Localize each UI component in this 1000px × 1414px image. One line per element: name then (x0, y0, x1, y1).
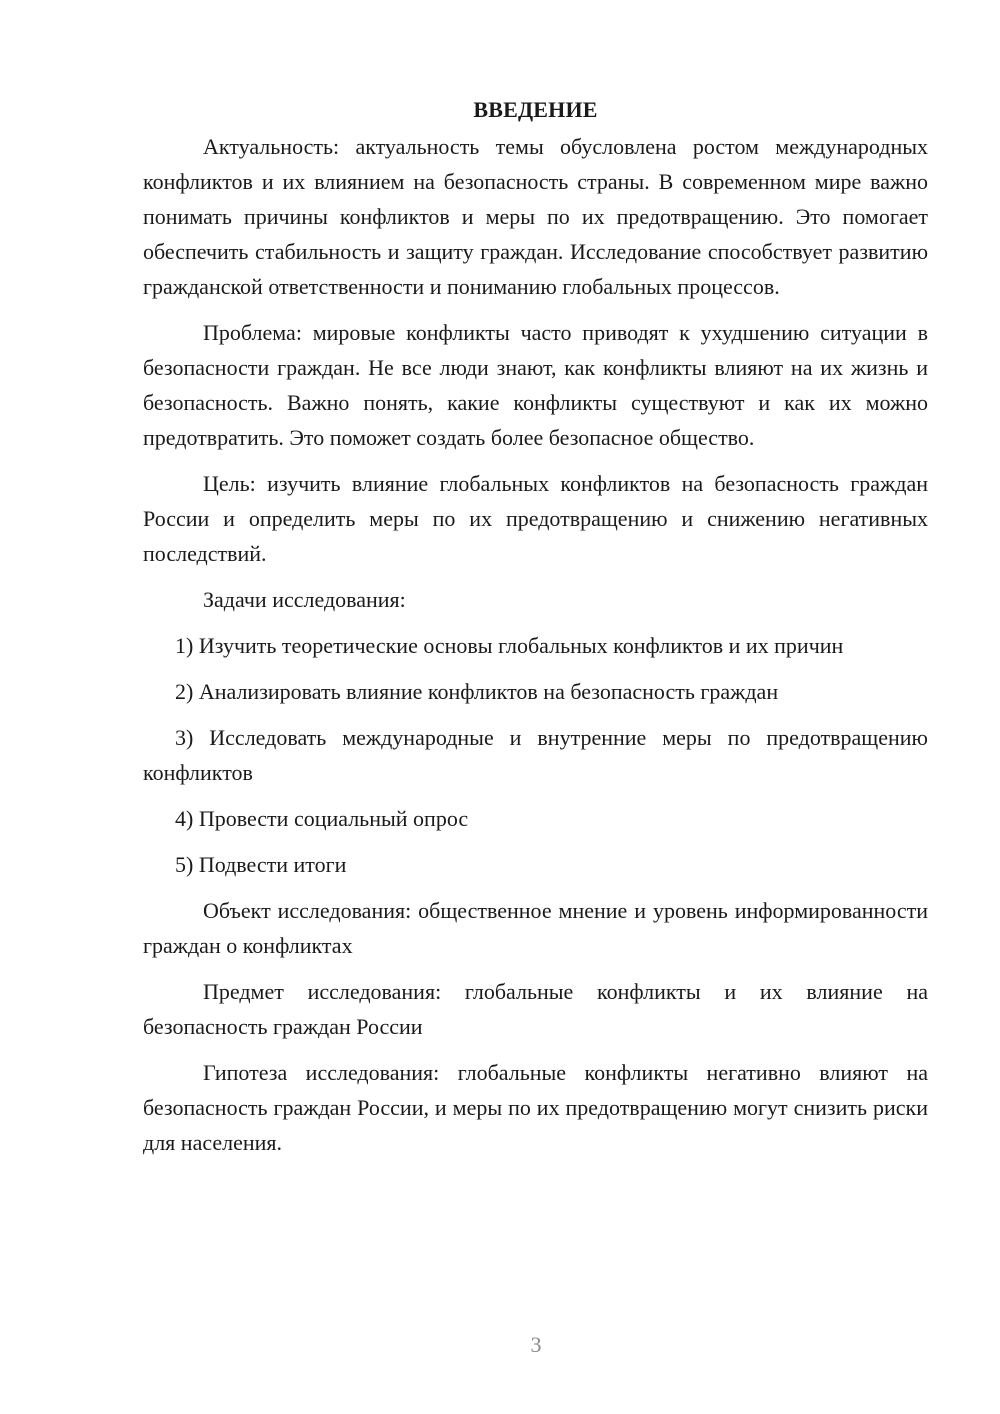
task-item-2: 2) Анализировать влияние конфликтов на безопасность граждан (175, 679, 779, 704)
task-item-5: 5) Подвести итоги (175, 852, 347, 877)
paragraph-problem: Проблема: мировые конфликты часто приводят к ухудшению ситуации в безопасности граждан. Не все люди знают, как конфликты влияют на их жизнь и безопасность. Важно понять, какие конфликты существуют и как их можно предотвратить. Это поможет создать более безопасное общество. (143, 320, 928, 450)
paragraph-subject: Предмет исследования: глобальные конфликты и их влияние на безопасность граждан России (143, 979, 928, 1039)
paragraph-tasks-heading: Задачи исследования: (203, 587, 406, 612)
document-page (143, 92, 928, 1171)
page-number: 3 (530, 1332, 542, 1357)
task-item-1: 1) Изучить теоретические основы глобальных конфликтов и их причин (175, 633, 844, 658)
paragraph-object: Объект исследования: общественное мнение и уровень информированности граждан о конфликтах (143, 898, 928, 958)
task-item-3: 3) Исследовать международные и внутренние меры по предотвращению конфликтов (143, 725, 928, 785)
paragraph-relevance: Актуальность: актуальность темы обусловлена ростом международных конфликтов и их влиянием на безопасность страны. В современном мире важно понимать причины конфликтов и меры по их предотвращению. Это помогает обеспечить стабильность и защиту граждан. Исследование способствует развитию гражданской ответственности и пониманию глобальных процессов. (143, 134, 928, 299)
page-title: ВВЕДЕНИЕ (473, 97, 598, 122)
paragraph-goal: Цель: изучить влияние глобальных конфликтов на безопасность граждан России и определить меры по их предотвращению и снижению негативных последствий. (143, 471, 928, 566)
paragraph-hypothesis: Гипотеза исследования: глобальные конфликты негативно влияют на безопасность граждан России, и меры по их предотвращению могут снизить риски для населения. (143, 1060, 928, 1155)
task-item-4: 4) Провести социальный опрос (175, 806, 469, 831)
